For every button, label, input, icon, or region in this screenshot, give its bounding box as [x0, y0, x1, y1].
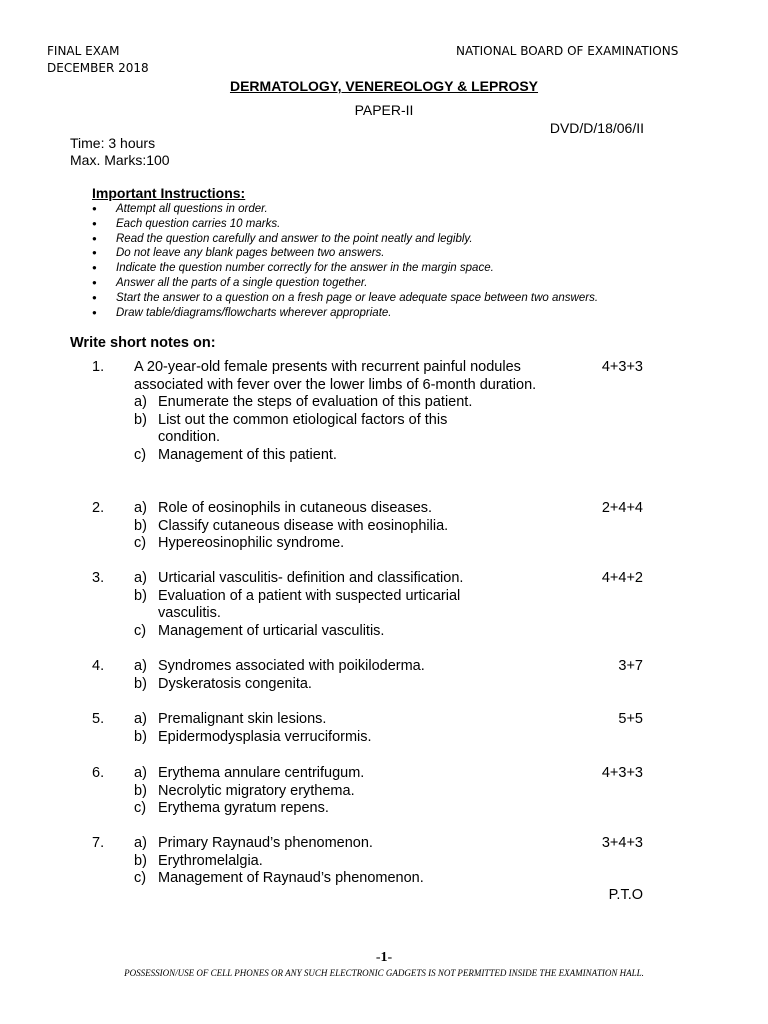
question-part — [134, 800, 554, 818]
page-number: -1- — [375, 950, 393, 965]
part-text: Management of urticarial vasculitis. — [158, 622, 385, 639]
part-text: Evaluation of a patient with suspected urticarial vasculitis. — [158, 587, 461, 621]
instruction-item: ● Do not leave any blank pages between two answers. — [92, 246, 598, 261]
question-number: 6. — [92, 765, 105, 781]
question-part — [134, 853, 554, 871]
paper-code: DVD/D/18/06/II — [549, 120, 644, 136]
part-text: Management of this patient. — [158, 446, 337, 463]
question-marks: 3+7 — [618, 658, 643, 674]
part-text: Erythema gyratum repens. — [158, 800, 329, 816]
part-text: Classify cutaneous disease with eosinophilia. — [158, 517, 449, 534]
question-part — [134, 729, 554, 747]
question-part — [134, 765, 554, 783]
question-marks: 4+4+2 — [601, 570, 643, 586]
question-part — [134, 676, 554, 694]
question-number: 3. — [92, 570, 105, 586]
question-number: 1. — [92, 359, 105, 375]
part-text: Role of eosinophils in cutaneous diseases. — [158, 500, 433, 516]
instruction-item: ● Answer all the parts of a single question together. — [92, 276, 598, 291]
question-number: 4. — [92, 658, 105, 674]
instructions-list — [92, 202, 598, 320]
question-part — [134, 658, 554, 676]
instruction-item: ● Draw table/diagrams/flowcharts wherever appropriate. — [92, 306, 598, 321]
paper-title: DERMATOLOGY, VENEREOLOGY & LEPROSY — [229, 78, 539, 94]
question-part — [134, 570, 554, 588]
question-part — [134, 447, 554, 465]
part-label: b) — [134, 728, 147, 745]
question-part — [134, 711, 554, 729]
instruction-item: ● Read the question carefully and answer to the point neatly and legibly. — [92, 232, 598, 247]
part-label: b) — [134, 782, 147, 799]
section-heading: Write short notes on: — [70, 335, 216, 351]
part-label: b) — [134, 675, 147, 692]
question-marks: 4+3+3 — [601, 359, 643, 375]
question-marks: 4+3+3 — [601, 765, 643, 781]
question-part — [134, 535, 554, 553]
part-text: Necrolytic migratory erythema. — [158, 782, 355, 799]
question-part — [134, 518, 554, 536]
part-text: Erythromelalgia. — [158, 852, 263, 869]
part-text: Premalignant skin lesions. — [158, 711, 327, 727]
part-label: c) — [134, 800, 147, 816]
question-marks: 5+5 — [618, 711, 643, 727]
part-label: b) — [134, 411, 147, 428]
part-label: a) — [134, 394, 147, 410]
part-label: a) — [134, 658, 147, 674]
part-text: List out the common etiological factors of this condition. — [158, 411, 448, 445]
part-label: b) — [134, 587, 147, 604]
part-text: Management of Raynaud’s phenomenon. — [158, 870, 424, 886]
part-label: a) — [134, 765, 147, 781]
question-part — [134, 412, 554, 447]
question-part — [134, 623, 554, 641]
part-text: Primary Raynaud’s phenomenon. — [158, 835, 373, 851]
instruction-item: ● Start the answer to a question on a fresh page or leave adequate space between two answers. — [92, 291, 598, 306]
exam-label: FINAL EXAM — [47, 44, 120, 58]
question-marks: 3+4+3 — [601, 835, 643, 851]
question-part — [134, 394, 554, 412]
part-text: Hypereosinophilic syndrome. — [158, 535, 345, 551]
part-label: a) — [134, 500, 147, 516]
part-text: Erythema annulare centrifugum. — [158, 765, 365, 781]
part-label: c) — [134, 446, 147, 463]
exam-date: DECEMBER 2018 — [47, 61, 149, 75]
please-turn-over: P.T.O — [608, 887, 643, 903]
question-part — [134, 588, 554, 623]
part-label: c) — [134, 870, 147, 886]
question-number: 2. — [92, 500, 105, 516]
part-text: Urticarial vasculitis- definition and classification. — [158, 570, 464, 586]
part-label: b) — [134, 517, 147, 534]
part-label: c) — [134, 535, 147, 551]
question-part — [134, 783, 554, 801]
question-stem: A 20-year-old female presents with recurrent painful nodules associated with fever over the lower limbs of 6-month duration. — [134, 359, 537, 393]
max-marks: Max. Marks:100 — [70, 152, 170, 168]
part-label: c) — [134, 622, 147, 639]
part-text: Syndromes associated with poikiloderma. — [158, 658, 425, 674]
part-text: Dyskeratosis congenita. — [158, 675, 312, 692]
part-text: Enumerate the steps of evaluation of this patient. — [158, 394, 473, 410]
part-text: Epidermodysplasia verruciformis. — [158, 728, 372, 745]
question-number: 7. — [92, 835, 105, 851]
instructions-heading: Important Instructions: — [92, 185, 246, 201]
part-label: a) — [134, 835, 147, 851]
question-number: 5. — [92, 711, 105, 727]
instruction-item: ● Indicate the question number correctly for the answer in the margin space. — [92, 261, 598, 276]
board-name: NATIONAL BOARD OF EXAMINATIONS — [456, 44, 679, 58]
part-label: a) — [134, 711, 147, 727]
instruction-item: ● Attempt all questions in order. — [92, 202, 598, 217]
instruction-item: ● Each question carries 10 marks. — [92, 217, 598, 232]
part-label: a) — [134, 570, 147, 586]
question-part — [134, 500, 554, 518]
question-marks: 2+4+4 — [601, 500, 643, 516]
paper-number: PAPER-II — [354, 102, 414, 118]
footer-notice: POSSESSION/USE OF CELL PHONES OR ANY SUCH ELECTRONIC GADGETS IS NOT PERMITTED INSIDE THE EXAMINATION HALL. — [124, 968, 644, 978]
exam-duration: Time: 3 hours — [70, 135, 156, 151]
question-part — [134, 870, 554, 888]
question-part — [134, 835, 554, 853]
part-label: b) — [134, 852, 147, 869]
